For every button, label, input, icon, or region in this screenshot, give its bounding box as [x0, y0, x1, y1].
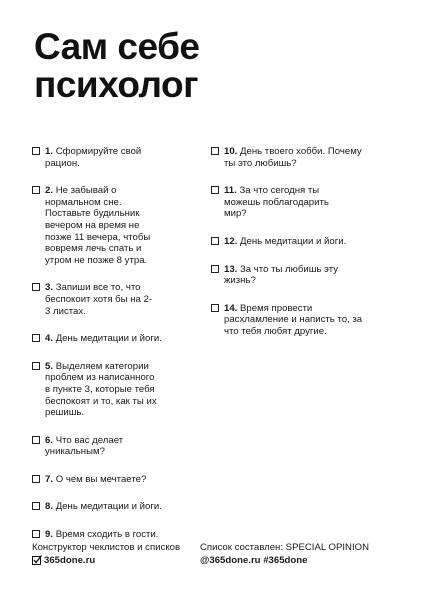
item-number: 4.: [45, 333, 54, 345]
item-text: Время провести расхламление и написть то, за что тебя любят другие.: [224, 302, 363, 337]
checklist-item-7: [32, 474, 202, 486]
checkbox[interactable]: [32, 502, 40, 510]
item-number: 3.: [45, 282, 54, 294]
item-text: День медитации и йоги.: [55, 333, 162, 345]
checkbox[interactable]: [32, 334, 40, 342]
title-line-2: психолог: [34, 64, 199, 105]
item-number: 1.: [45, 146, 54, 157]
brand-handle[interactable]: @365done.ru #365done: [200, 554, 308, 566]
footer-constructor: [32, 542, 182, 566]
checkbox[interactable]: [32, 530, 40, 538]
item-text: Что вас делает уникальным?: [45, 434, 124, 458]
item-text: За что ты любишь эту жизнь?: [224, 263, 339, 287]
checkbox[interactable]: [211, 147, 219, 155]
item-number: 8.: [45, 501, 54, 513]
item-number: 6.: [45, 434, 54, 446]
item-number: 12.: [224, 235, 238, 247]
page-title: [34, 28, 200, 104]
checklist-item-14: [211, 303, 391, 338]
footer-text: Конструктор чеклистов и списков: [32, 542, 181, 553]
item-text: За что сегодня ты можешь поблагодарить мир?: [224, 185, 329, 220]
item-text: Выделяем категории проблем из написанного в пункте 3, которые тебя беспокоят и то, как ты их решишь.: [45, 360, 157, 419]
checklist-item-10: [211, 146, 391, 169]
checklist-item-3: [32, 282, 202, 317]
item-text: Сформируйте свой рацион.: [45, 146, 142, 169]
title-line-1: Сам себе: [34, 26, 200, 67]
checkbox[interactable]: [32, 475, 40, 483]
checklist-item-1: [32, 146, 202, 169]
item-text: Не забывай о нормальном сне. Поставьте будильник вечером на время не позже 11 вечера, чтобы вовремя лечь спать и утром не позже 8 утра.: [45, 185, 151, 266]
checkbox[interactable]: [32, 436, 40, 444]
checklist-right-column: [211, 146, 391, 338]
checkbox[interactable]: [211, 304, 219, 312]
item-text: День твоего хобби. Почему ты это любишь?: [224, 146, 362, 169]
footer-author: [200, 542, 390, 566]
item-text: О чем вы мечтаете?: [55, 473, 147, 485]
checkbox-logo-icon: [32, 555, 42, 565]
checkbox[interactable]: [211, 186, 219, 194]
item-text: День медитации и йоги.: [55, 501, 162, 513]
item-number: 9.: [45, 529, 54, 541]
checkbox[interactable]: [32, 362, 40, 370]
item-number: 7.: [45, 473, 54, 485]
checklist-item-12: [211, 236, 391, 248]
item-number: 13.: [224, 263, 238, 275]
item-number: 2.: [45, 185, 54, 197]
checklist-item-9: [32, 529, 202, 541]
footer-text: Список составлен: SPECIAL OPINION: [200, 542, 370, 553]
item-text: День медитации и йоги.: [240, 235, 347, 247]
item-number: 11.: [224, 185, 237, 197]
checkbox[interactable]: [211, 237, 219, 245]
checklist-item-8: [32, 501, 202, 513]
checklist-item-4: [32, 333, 202, 345]
checklist-item-11: [211, 185, 391, 220]
item-text: Запиши все то, что беспокоит хотя бы на 2-3 листах.: [45, 282, 153, 317]
checklist-item-2: [32, 185, 202, 266]
checklist-item-13: [211, 264, 391, 287]
item-text: Время сходить в гости.: [55, 529, 159, 541]
brand-link[interactable]: 365done.ru: [44, 554, 96, 566]
item-number: 14.: [224, 302, 238, 314]
item-number: 5.: [45, 360, 54, 372]
checkbox[interactable]: [211, 265, 219, 273]
checklist-left-column: [32, 146, 202, 541]
checklist-item-6: [32, 435, 202, 458]
item-number: 10.: [224, 146, 238, 157]
checkbox[interactable]: [32, 186, 40, 194]
checkbox[interactable]: [32, 147, 40, 155]
checkbox[interactable]: [32, 283, 40, 291]
checklist-item-5: [32, 361, 202, 419]
